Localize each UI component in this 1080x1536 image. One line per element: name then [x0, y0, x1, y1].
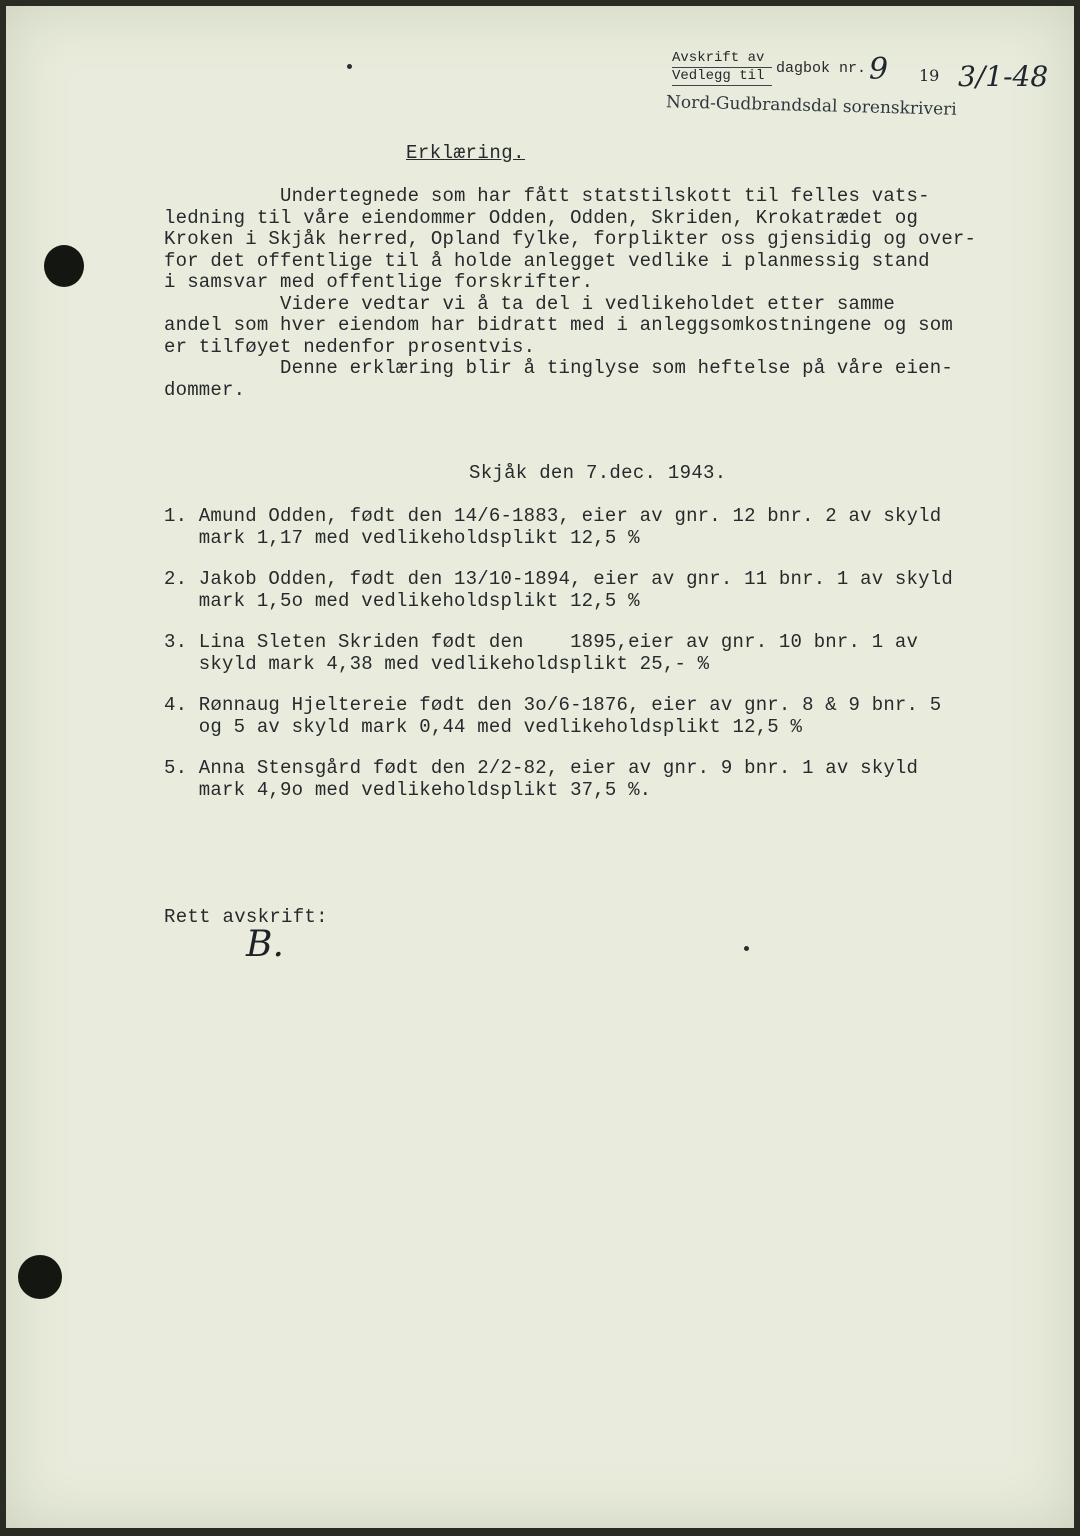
handwritten-dagbok-number: 9	[869, 52, 889, 87]
declaration-body: Undertegnede som har fått statstilskott til felles vats- ledning til våre eiendommer Odden, Odden, Skriden, Krokatrædet og Kroken i Skjåk herred, Opland fylke, forplikter oss gjensidig og over- for det offentlige til å holde anlegget vedlike i planmessig stand i samsvar med offentlige forskrifter. Videre vedtar vi å ta del i vedlikeholdet etter samme andel som hver eiendom har bidratt med i anleggsomkostningene og som er tilføyet nedenfor prosentvis. Denne erklæring blir å tinglyse som heftelse på våre eien- dommer.	[164, 185, 977, 401]
handwritten-date: 3/1-48	[958, 60, 1049, 93]
document-page	[6, 6, 1074, 1528]
signer-item: 3. Lina Sleten Skriden født den 1895,eier av gnr. 10 bnr. 1 av skyld mark 4,38 med vedlikeholdsplikt 25,- %	[164, 631, 919, 675]
ink-speck	[347, 64, 352, 69]
signer-item: 1. Amund Odden, født den 14/6-1883, eier av gnr. 12 bnr. 2 av skyld mark 1,17 med vedlikeholdsplikt 12,5 %	[164, 505, 942, 549]
signer-item: 2. Jakob Odden, født den 13/10-1894, eier av gnr. 11 bnr. 1 av skyld mark 1,5o med vedlikeholdsplikt 12,5 %	[164, 568, 953, 612]
ink-speck	[744, 946, 749, 951]
document-title: Erklæring.	[406, 142, 526, 164]
certified-copy-label: Rett avskrift:	[164, 906, 328, 928]
stamp-year-prefix: 19	[919, 66, 940, 85]
signer-item: 5. Anna Stensgård født den 2/2-82, eier av gnr. 9 bnr. 1 av skyld mark 4,9o med vedlikeholdsplikt 37,5 %.	[164, 757, 919, 801]
signer-list	[164, 506, 1064, 821]
punch-hole	[18, 1255, 62, 1299]
punch-hole	[44, 245, 84, 287]
stamp-line-1: Avskrift av	[672, 50, 772, 68]
place-and-date: Skjåk den 7.dec. 1943.	[469, 462, 727, 484]
handwritten-signature: B.	[246, 924, 284, 965]
copy-stamp	[672, 50, 772, 86]
stamp-line-2: Vedlegg til	[672, 68, 772, 86]
stamp-dagbok-label: dagbok nr.	[776, 60, 867, 77]
office-stamp: Nord-Gudbrandsdal sorenskriveri	[665, 92, 957, 120]
signer-item: 4. Rønnaug Hjeltereie født den 3o/6-1876, eier av gnr. 8 & 9 bnr. 5 og 5 av skyld mark 0,44 med vedlikeholdsplikt 12,5 %	[164, 694, 942, 738]
